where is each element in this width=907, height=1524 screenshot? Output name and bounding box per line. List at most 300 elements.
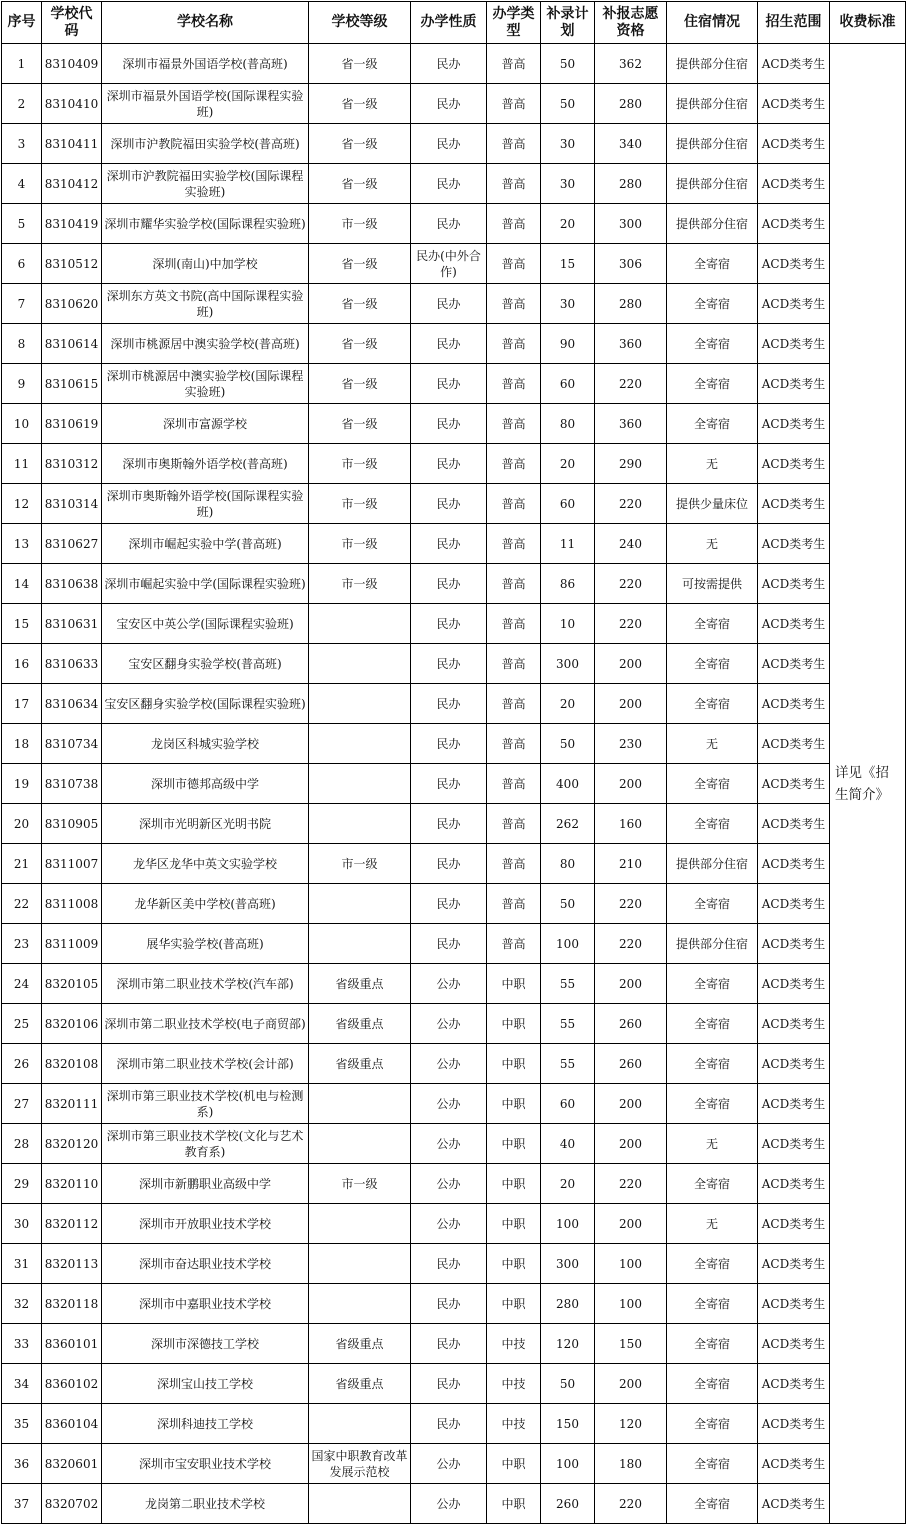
boarding-cell: 提供少量床位 — [667, 484, 758, 524]
quota-cell: 60 — [541, 364, 595, 404]
quota-cell: 30 — [541, 164, 595, 204]
school-grade-cell: 国家中职教育改革发展示范校 — [309, 1444, 411, 1484]
scope-cell: ACD类考生 — [758, 1164, 830, 1204]
school-type-cell: 中职 — [487, 1444, 541, 1484]
scope-cell: ACD类考生 — [758, 324, 830, 364]
table-row — [2, 1084, 906, 1124]
quota-cell: 80 — [541, 844, 595, 884]
school-name-cell: 龙华区龙华中英文实验学校 — [102, 844, 309, 884]
school-grade-cell — [309, 684, 411, 724]
school-code-cell: 8310512 — [42, 244, 102, 284]
school-grade-cell: 市一级 — [309, 484, 411, 524]
index-cell: 2 — [2, 84, 42, 124]
ownership-cell: 民办 — [411, 1324, 487, 1364]
table-row — [2, 644, 906, 684]
school-code-cell: 8310638 — [42, 564, 102, 604]
table-row — [2, 364, 906, 404]
school-grade-cell: 省一级 — [309, 324, 411, 364]
school-type-cell: 普高 — [487, 484, 541, 524]
school-grade-cell — [309, 764, 411, 804]
ownership-cell: 公办 — [411, 1044, 487, 1084]
school-code-cell: 8311007 — [42, 844, 102, 884]
index-cell: 23 — [2, 924, 42, 964]
school-code-cell: 8311008 — [42, 884, 102, 924]
ownership-cell: 民办 — [411, 844, 487, 884]
school-type-cell: 普高 — [487, 604, 541, 644]
school-grade-cell: 市一级 — [309, 1164, 411, 1204]
scope-cell: ACD类考生 — [758, 1404, 830, 1444]
school-grade-cell — [309, 644, 411, 684]
table-row — [2, 764, 906, 804]
ownership-cell: 民办 — [411, 124, 487, 164]
ownership-cell: 民办 — [411, 724, 487, 764]
school-grade-cell: 省级重点 — [309, 1004, 411, 1044]
index-cell: 31 — [2, 1244, 42, 1284]
ownership-cell: 民办 — [411, 204, 487, 244]
boarding-cell: 全寄宿 — [667, 284, 758, 324]
index-cell: 29 — [2, 1164, 42, 1204]
boarding-cell: 无 — [667, 1204, 758, 1244]
admission-table — [1, 1, 906, 1524]
school-grade-cell: 市一级 — [309, 564, 411, 604]
school-type-cell: 普高 — [487, 124, 541, 164]
scope-cell: ACD类考生 — [758, 444, 830, 484]
school-grade-cell — [309, 1244, 411, 1284]
scope-cell: ACD类考生 — [758, 1364, 830, 1404]
school-type-cell: 中职 — [487, 1004, 541, 1044]
eligibility-cell: 210 — [595, 844, 667, 884]
school-type-cell: 普高 — [487, 364, 541, 404]
table-row — [2, 1484, 906, 1524]
boarding-cell: 全寄宿 — [667, 1084, 758, 1124]
school-type-cell: 中职 — [487, 1244, 541, 1284]
scope-cell: ACD类考生 — [758, 364, 830, 404]
boarding-cell: 全寄宿 — [667, 964, 758, 1004]
quota-cell: 280 — [541, 1284, 595, 1324]
table-row — [2, 844, 906, 884]
school-code-cell: 8360101 — [42, 1324, 102, 1364]
scope-cell: ACD类考生 — [758, 924, 830, 964]
ownership-cell: 民办 — [411, 84, 487, 124]
school-code-cell: 8310411 — [42, 124, 102, 164]
ownership-cell: 民办 — [411, 44, 487, 84]
eligibility-cell: 160 — [595, 804, 667, 844]
school-code-cell: 8320601 — [42, 1444, 102, 1484]
index-cell: 3 — [2, 124, 42, 164]
school-type-cell: 中职 — [487, 1044, 541, 1084]
index-cell: 24 — [2, 964, 42, 1004]
boarding-cell: 全寄宿 — [667, 1244, 758, 1284]
school-code-cell: 8310314 — [42, 484, 102, 524]
scope-cell: ACD类考生 — [758, 44, 830, 84]
ownership-cell: 民办 — [411, 1284, 487, 1324]
boarding-cell: 无 — [667, 1124, 758, 1164]
school-name-cell: 深圳宝山技工学校 — [102, 1364, 309, 1404]
eligibility-cell: 200 — [595, 684, 667, 724]
table-row — [2, 804, 906, 844]
index-cell: 14 — [2, 564, 42, 604]
table-row — [2, 724, 906, 764]
index-cell: 4 — [2, 164, 42, 204]
school-type-cell: 中技 — [487, 1404, 541, 1444]
eligibility-cell: 220 — [595, 1164, 667, 1204]
index-cell: 27 — [2, 1084, 42, 1124]
quota-cell: 50 — [541, 1364, 595, 1404]
school-code-cell: 8360104 — [42, 1404, 102, 1444]
eligibility-cell: 240 — [595, 524, 667, 564]
scope-cell: ACD类考生 — [758, 644, 830, 684]
eligibility-cell: 200 — [595, 964, 667, 1004]
quota-cell: 300 — [541, 1244, 595, 1284]
eligibility-cell: 100 — [595, 1244, 667, 1284]
school-type-cell: 普高 — [487, 44, 541, 84]
index-cell: 32 — [2, 1284, 42, 1324]
eligibility-cell: 150 — [595, 1324, 667, 1364]
school-grade-cell — [309, 1284, 411, 1324]
quota-cell: 50 — [541, 84, 595, 124]
header-school-name: 学校名称 — [102, 2, 309, 44]
eligibility-cell: 220 — [595, 1484, 667, 1524]
school-type-cell: 普高 — [487, 644, 541, 684]
school-grade-cell: 省一级 — [309, 84, 411, 124]
scope-cell: ACD类考生 — [758, 604, 830, 644]
table-row — [2, 84, 906, 124]
school-type-cell: 普高 — [487, 844, 541, 884]
boarding-cell: 提供部分住宿 — [667, 204, 758, 244]
boarding-cell: 可按需提供 — [667, 564, 758, 604]
school-grade-cell — [309, 1204, 411, 1244]
header-ownership: 办学性质 — [411, 2, 487, 44]
index-cell: 25 — [2, 1004, 42, 1044]
index-cell: 15 — [2, 604, 42, 644]
school-name-cell: 深圳市第三职业技术学校(机电与检测系) — [102, 1084, 309, 1124]
school-name-cell: 深圳(南山)中加学校 — [102, 244, 309, 284]
school-type-cell: 中职 — [487, 964, 541, 1004]
school-code-cell: 8310619 — [42, 404, 102, 444]
scope-cell: ACD类考生 — [758, 844, 830, 884]
quota-cell: 60 — [541, 484, 595, 524]
eligibility-cell: 362 — [595, 44, 667, 84]
quota-cell: 20 — [541, 684, 595, 724]
quota-cell: 60 — [541, 1084, 595, 1124]
school-type-cell: 普高 — [487, 884, 541, 924]
ownership-cell: 民办(中外合作) — [411, 244, 487, 284]
school-grade-cell: 省级重点 — [309, 1324, 411, 1364]
scope-cell: ACD类考生 — [758, 564, 830, 604]
index-cell: 8 — [2, 324, 42, 364]
ownership-cell: 民办 — [411, 324, 487, 364]
index-cell: 36 — [2, 1444, 42, 1484]
header-index: 序号 — [2, 2, 42, 44]
table-row — [2, 924, 906, 964]
quota-cell: 55 — [541, 964, 595, 1004]
quota-cell: 100 — [541, 1444, 595, 1484]
eligibility-cell: 290 — [595, 444, 667, 484]
index-cell: 26 — [2, 1044, 42, 1084]
eligibility-cell: 220 — [595, 884, 667, 924]
scope-cell: ACD类考生 — [758, 164, 830, 204]
quota-cell: 100 — [541, 1204, 595, 1244]
quota-cell: 86 — [541, 564, 595, 604]
ownership-cell: 民办 — [411, 1404, 487, 1444]
index-cell: 28 — [2, 1124, 42, 1164]
scope-cell: ACD类考生 — [758, 1244, 830, 1284]
school-code-cell: 8310615 — [42, 364, 102, 404]
school-code-cell: 8310634 — [42, 684, 102, 724]
school-type-cell: 普高 — [487, 924, 541, 964]
boarding-cell: 提供部分住宿 — [667, 44, 758, 84]
table-row — [2, 484, 906, 524]
school-code-cell: 8310614 — [42, 324, 102, 364]
school-grade-cell — [309, 1484, 411, 1524]
school-code-cell: 8320110 — [42, 1164, 102, 1204]
school-grade-cell — [309, 1084, 411, 1124]
eligibility-cell: 200 — [595, 1204, 667, 1244]
table-body — [2, 44, 906, 1524]
school-name-cell: 龙岗区科城实验学校 — [102, 724, 309, 764]
school-name-cell: 深圳市奥斯翰外语学校(普高班) — [102, 444, 309, 484]
school-type-cell: 普高 — [487, 284, 541, 324]
school-grade-cell: 省一级 — [309, 284, 411, 324]
ownership-cell: 公办 — [411, 1484, 487, 1524]
boarding-cell: 全寄宿 — [667, 644, 758, 684]
school-name-cell: 深圳市崛起实验中学(国际课程实验班) — [102, 564, 309, 604]
header-row — [2, 2, 906, 44]
ownership-cell: 民办 — [411, 164, 487, 204]
school-code-cell: 8310738 — [42, 764, 102, 804]
ownership-cell: 民办 — [411, 404, 487, 444]
table-row — [2, 1404, 906, 1444]
ownership-cell: 民办 — [411, 644, 487, 684]
school-name-cell: 深圳市耀华实验学校(国际课程实验班) — [102, 204, 309, 244]
school-type-cell: 普高 — [487, 164, 541, 204]
school-code-cell: 8320118 — [42, 1284, 102, 1324]
quota-cell: 30 — [541, 284, 595, 324]
ownership-cell: 公办 — [411, 1164, 487, 1204]
table-row — [2, 964, 906, 1004]
boarding-cell: 提供部分住宿 — [667, 924, 758, 964]
school-grade-cell: 省级重点 — [309, 1044, 411, 1084]
eligibility-cell: 120 — [595, 1404, 667, 1444]
boarding-cell: 全寄宿 — [667, 1364, 758, 1404]
boarding-cell: 全寄宿 — [667, 884, 758, 924]
school-grade-cell — [309, 884, 411, 924]
table-row — [2, 524, 906, 564]
school-name-cell: 深圳市第二职业技术学校(电子商贸部) — [102, 1004, 309, 1044]
school-name-cell: 深圳市福景外国语学校(普高班) — [102, 44, 309, 84]
school-code-cell: 8320106 — [42, 1004, 102, 1044]
school-code-cell: 8310620 — [42, 284, 102, 324]
boarding-cell: 全寄宿 — [667, 1444, 758, 1484]
quota-cell: 120 — [541, 1324, 595, 1364]
ownership-cell: 民办 — [411, 764, 487, 804]
ownership-cell: 民办 — [411, 444, 487, 484]
school-name-cell: 深圳科迪技工学校 — [102, 1404, 309, 1444]
eligibility-cell: 360 — [595, 324, 667, 364]
eligibility-cell: 200 — [595, 764, 667, 804]
index-cell: 35 — [2, 1404, 42, 1444]
school-name-cell: 深圳市第三职业技术学校(文化与艺术教育系) — [102, 1124, 309, 1164]
scope-cell: ACD类考生 — [758, 1444, 830, 1484]
table-row — [2, 164, 906, 204]
school-name-cell: 深圳东方英文书院(高中国际课程实验班) — [102, 284, 309, 324]
scope-cell: ACD类考生 — [758, 884, 830, 924]
school-name-cell: 深圳市奥斯翰外语学校(国际课程实验班) — [102, 484, 309, 524]
scope-cell: ACD类考生 — [758, 284, 830, 324]
school-code-cell: 8320108 — [42, 1044, 102, 1084]
table-row — [2, 1124, 906, 1164]
eligibility-cell: 280 — [595, 84, 667, 124]
school-code-cell: 8320702 — [42, 1484, 102, 1524]
school-type-cell: 中职 — [487, 1484, 541, 1524]
boarding-cell: 全寄宿 — [667, 1324, 758, 1364]
index-cell: 9 — [2, 364, 42, 404]
school-code-cell: 8320113 — [42, 1244, 102, 1284]
table-row — [2, 884, 906, 924]
school-type-cell: 普高 — [487, 804, 541, 844]
boarding-cell: 全寄宿 — [667, 1044, 758, 1084]
ownership-cell: 民办 — [411, 364, 487, 404]
school-code-cell: 8310410 — [42, 84, 102, 124]
scope-cell: ACD类考生 — [758, 804, 830, 844]
scope-cell: ACD类考生 — [758, 1204, 830, 1244]
quota-cell: 150 — [541, 1404, 595, 1444]
boarding-cell: 全寄宿 — [667, 324, 758, 364]
school-type-cell: 普高 — [487, 684, 541, 724]
school-grade-cell — [309, 1404, 411, 1444]
scope-cell: ACD类考生 — [758, 764, 830, 804]
school-grade-cell — [309, 1124, 411, 1164]
table-row — [2, 684, 906, 724]
school-code-cell: 8310409 — [42, 44, 102, 84]
eligibility-cell: 360 — [595, 404, 667, 444]
school-name-cell: 深圳市桃源居中澳实验学校(国际课程实验班) — [102, 364, 309, 404]
school-name-cell: 深圳市沪教院福田实验学校(国际课程实验班) — [102, 164, 309, 204]
school-grade-cell: 市一级 — [309, 204, 411, 244]
eligibility-cell: 100 — [595, 1284, 667, 1324]
table-row — [2, 1244, 906, 1284]
table-row — [2, 604, 906, 644]
scope-cell: ACD类考生 — [758, 124, 830, 164]
eligibility-cell: 220 — [595, 924, 667, 964]
school-type-cell: 中职 — [487, 1164, 541, 1204]
quota-cell: 260 — [541, 1484, 595, 1524]
school-type-cell: 普高 — [487, 324, 541, 364]
school-name-cell: 深圳市奋达职业技术学校 — [102, 1244, 309, 1284]
index-cell: 17 — [2, 684, 42, 724]
school-name-cell: 深圳市深德技工学校 — [102, 1324, 309, 1364]
eligibility-cell: 260 — [595, 1004, 667, 1044]
eligibility-cell: 220 — [595, 484, 667, 524]
scope-cell: ACD类考生 — [758, 684, 830, 724]
quota-cell: 300 — [541, 644, 595, 684]
boarding-cell: 提供部分住宿 — [667, 844, 758, 884]
quota-cell: 100 — [541, 924, 595, 964]
scope-cell: ACD类考生 — [758, 524, 830, 564]
boarding-cell: 全寄宿 — [667, 804, 758, 844]
scope-cell: ACD类考生 — [758, 964, 830, 1004]
school-code-cell: 8310627 — [42, 524, 102, 564]
school-code-cell: 8310905 — [42, 804, 102, 844]
boarding-cell: 无 — [667, 724, 758, 764]
index-cell: 11 — [2, 444, 42, 484]
school-name-cell: 深圳市德邦高级中学 — [102, 764, 309, 804]
eligibility-cell: 180 — [595, 1444, 667, 1484]
ownership-cell: 民办 — [411, 884, 487, 924]
scope-cell: ACD类考生 — [758, 1124, 830, 1164]
school-name-cell: 深圳市宝安职业技术学校 — [102, 1444, 309, 1484]
school-type-cell: 中职 — [487, 1124, 541, 1164]
index-cell: 20 — [2, 804, 42, 844]
school-name-cell: 龙华新区美中学校(普高班) — [102, 884, 309, 924]
scope-cell: ACD类考生 — [758, 1084, 830, 1124]
school-name-cell: 深圳市第二职业技术学校(会计部) — [102, 1044, 309, 1084]
boarding-cell: 全寄宿 — [667, 1004, 758, 1044]
quota-cell: 20 — [541, 1164, 595, 1204]
school-code-cell: 8320111 — [42, 1084, 102, 1124]
quota-cell: 11 — [541, 524, 595, 564]
index-cell: 37 — [2, 1484, 42, 1524]
school-type-cell: 中职 — [487, 1284, 541, 1324]
index-cell: 6 — [2, 244, 42, 284]
scope-cell: ACD类考生 — [758, 84, 830, 124]
quota-cell: 262 — [541, 804, 595, 844]
index-cell: 22 — [2, 884, 42, 924]
header-scope: 招生范围 — [758, 2, 830, 44]
ownership-cell: 公办 — [411, 1124, 487, 1164]
boarding-cell: 全寄宿 — [667, 1404, 758, 1444]
school-code-cell: 8311009 — [42, 924, 102, 964]
ownership-cell: 公办 — [411, 1084, 487, 1124]
boarding-cell: 全寄宿 — [667, 604, 758, 644]
school-code-cell: 8310633 — [42, 644, 102, 684]
school-name-cell: 深圳市福景外国语学校(国际课程实验班) — [102, 84, 309, 124]
eligibility-cell: 220 — [595, 564, 667, 604]
quota-cell: 40 — [541, 1124, 595, 1164]
school-code-cell: 8320120 — [42, 1124, 102, 1164]
scope-cell: ACD类考生 — [758, 404, 830, 444]
scope-cell: ACD类考生 — [758, 724, 830, 764]
ownership-cell: 民办 — [411, 284, 487, 324]
boarding-cell: 提供部分住宿 — [667, 84, 758, 124]
school-type-cell: 普高 — [487, 84, 541, 124]
school-grade-cell: 省级重点 — [309, 1364, 411, 1404]
index-cell: 5 — [2, 204, 42, 244]
scope-cell: ACD类考生 — [758, 1484, 830, 1524]
school-grade-cell — [309, 924, 411, 964]
quota-cell: 50 — [541, 44, 595, 84]
quota-cell: 90 — [541, 324, 595, 364]
school-code-cell: 8320105 — [42, 964, 102, 1004]
eligibility-cell: 200 — [595, 1084, 667, 1124]
school-name-cell: 宝安区中英公学(国际课程实验班) — [102, 604, 309, 644]
eligibility-cell: 220 — [595, 364, 667, 404]
index-cell: 18 — [2, 724, 42, 764]
school-name-cell: 宝安区翻身实验学校(普高班) — [102, 644, 309, 684]
boarding-cell: 无 — [667, 524, 758, 564]
eligibility-cell: 200 — [595, 644, 667, 684]
boarding-cell: 全寄宿 — [667, 364, 758, 404]
scope-cell: ACD类考生 — [758, 1284, 830, 1324]
header-boarding: 住宿情况 — [667, 2, 758, 44]
header-eligibility: 补报志愿资格 — [595, 2, 667, 44]
index-cell: 1 — [2, 44, 42, 84]
table-row — [2, 1364, 906, 1404]
school-name-cell: 展华实验学校(普高班) — [102, 924, 309, 964]
boarding-cell: 全寄宿 — [667, 1484, 758, 1524]
school-code-cell: 8310631 — [42, 604, 102, 644]
school-grade-cell: 省一级 — [309, 164, 411, 204]
